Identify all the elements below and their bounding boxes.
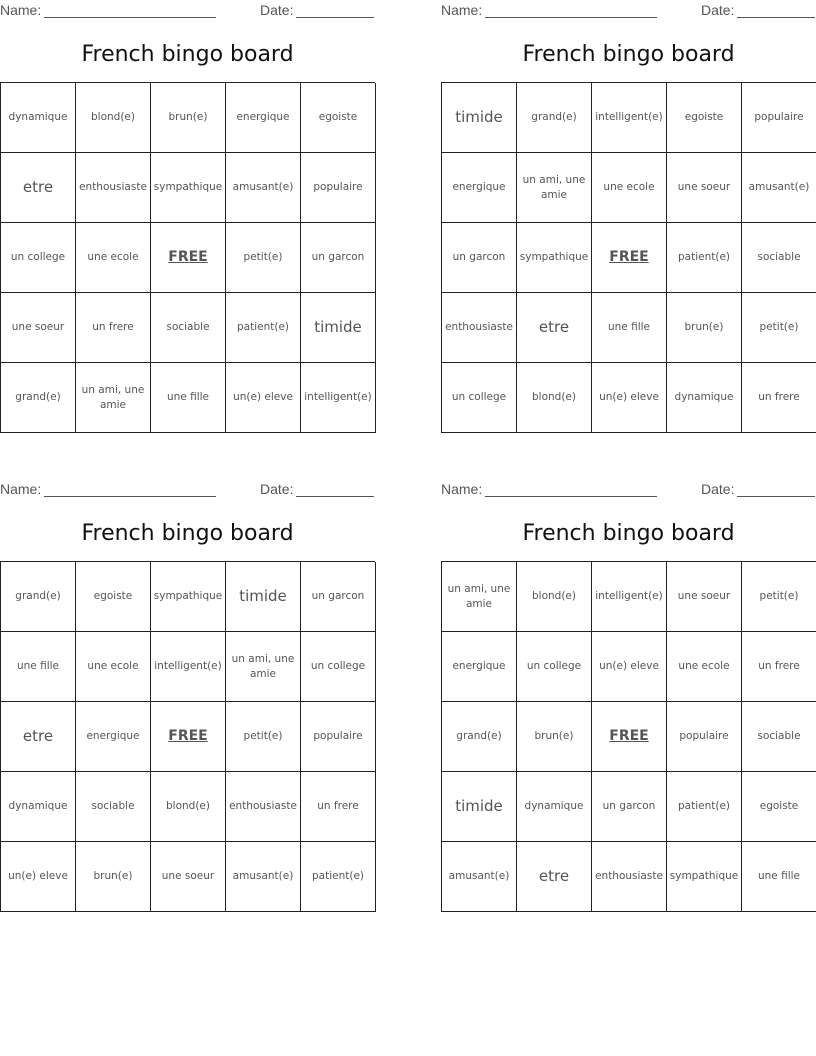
board-title: French bingo board	[81, 42, 294, 67]
bingo-cell[interactable]: un ami, une amie	[442, 562, 517, 632]
bingo-cell[interactable]: dynamique	[1, 772, 76, 842]
bingo-cell[interactable]: energique	[442, 632, 517, 702]
bingo-cell[interactable]: sociable	[151, 293, 226, 363]
date-blank[interactable]	[296, 484, 374, 497]
date-label: Date:	[701, 2, 735, 18]
free-space[interactable]: FREE	[151, 223, 226, 293]
bingo-cell[interactable]: intelligent(e)	[592, 562, 667, 632]
bingo-grid	[441, 561, 816, 912]
bingo-cell[interactable]: brun(e)	[517, 702, 592, 772]
bingo-grid	[441, 82, 816, 433]
date-field[interactable]	[260, 2, 374, 18]
bingo-cell[interactable]: petit(e)	[742, 562, 816, 632]
bingo-cell[interactable]: une fille	[742, 842, 816, 912]
bingo-cell[interactable]: egoiste	[742, 772, 816, 842]
bingo-cell[interactable]: energique	[226, 83, 301, 153]
card-header	[0, 0, 375, 22]
bingo-cell[interactable]: une soeur	[667, 153, 742, 223]
free-space[interactable]: FREE	[592, 702, 667, 772]
bingo-cell[interactable]: populaire	[742, 83, 816, 153]
date-field[interactable]	[260, 481, 374, 497]
bingo-cell[interactable]: une ecole	[76, 632, 151, 702]
bingo-cell[interactable]: energique	[76, 702, 151, 772]
bingo-cell[interactable]: un garcon	[301, 562, 376, 632]
bingo-cell[interactable]: enthousiaste	[226, 772, 301, 842]
bingo-cell[interactable]: enthousiaste	[592, 842, 667, 912]
bingo-cell[interactable]: une ecole	[76, 223, 151, 293]
bingo-card	[441, 0, 816, 433]
bingo-cell[interactable]: amusant(e)	[742, 153, 816, 223]
bingo-cell[interactable]: un college	[1, 223, 76, 293]
bingo-cell[interactable]: un ami, une amie	[517, 153, 592, 223]
bingo-cell[interactable]: timide	[442, 772, 517, 842]
board-title: French bingo board	[522, 42, 735, 67]
bingo-cell[interactable]: patient(e)	[301, 842, 376, 912]
bingo-cell[interactable]: populaire	[301, 153, 376, 223]
bingo-cell[interactable]: petit(e)	[226, 702, 301, 772]
bingo-cell[interactable]: sociable	[76, 772, 151, 842]
bingo-cell[interactable]: une ecole	[667, 632, 742, 702]
name-label: Name:	[0, 481, 42, 497]
bingo-cell[interactable]: egoiste	[301, 83, 376, 153]
bingo-cell[interactable]: timide	[226, 562, 301, 632]
date-label: Date:	[260, 2, 294, 18]
bingo-cell[interactable]: populaire	[667, 702, 742, 772]
bingo-cell[interactable]: brun(e)	[667, 293, 742, 363]
bingo-cell[interactable]: patient(e)	[226, 293, 301, 363]
bingo-cell[interactable]: dynamique	[517, 772, 592, 842]
bingo-cell[interactable]: sociable	[742, 223, 816, 293]
bingo-cell[interactable]: intelligent(e)	[301, 363, 376, 433]
date-field[interactable]	[701, 2, 815, 18]
card-header	[441, 0, 816, 22]
bingo-grid	[0, 82, 375, 433]
card-header	[441, 479, 816, 501]
name-blank[interactable]	[44, 484, 216, 497]
name-blank[interactable]	[44, 5, 216, 18]
bingo-cell[interactable]: grand(e)	[517, 83, 592, 153]
bingo-cell[interactable]: un ami, une amie	[76, 363, 151, 433]
bingo-cell[interactable]: un(e) eleve	[592, 632, 667, 702]
bingo-cell[interactable]: amusant(e)	[442, 842, 517, 912]
bingo-cell[interactable]: etre	[1, 153, 76, 223]
bingo-cell[interactable]: une soeur	[1, 293, 76, 363]
free-space[interactable]: FREE	[592, 223, 667, 293]
bingo-cell[interactable]: un frere	[301, 772, 376, 842]
name-label: Name:	[0, 2, 42, 18]
free-space[interactable]: FREE	[151, 702, 226, 772]
bingo-cell[interactable]: dynamique	[667, 363, 742, 433]
name-blank[interactable]	[485, 484, 657, 497]
bingo-cell[interactable]: un college	[442, 363, 517, 433]
bingo-cell[interactable]: patient(e)	[667, 223, 742, 293]
date-field[interactable]	[701, 481, 815, 497]
bingo-cell[interactable]: etre	[517, 293, 592, 363]
bingo-cell[interactable]: un frere	[76, 293, 151, 363]
bingo-cell[interactable]: un frere	[742, 632, 816, 702]
bingo-cell[interactable]: patient(e)	[667, 772, 742, 842]
bingo-cell[interactable]: un college	[517, 632, 592, 702]
bingo-cell[interactable]: sympathique	[151, 153, 226, 223]
bingo-cell[interactable]: une soeur	[151, 842, 226, 912]
bingo-cell[interactable]: amusant(e)	[226, 153, 301, 223]
bingo-cell[interactable]: blond(e)	[76, 83, 151, 153]
bingo-card	[0, 0, 375, 433]
bingo-cell[interactable]: intelligent(e)	[592, 83, 667, 153]
name-field[interactable]	[441, 481, 657, 497]
name-field[interactable]	[0, 2, 216, 18]
bingo-cell[interactable]: enthousiaste	[442, 293, 517, 363]
bingo-cell[interactable]: grand(e)	[1, 562, 76, 632]
bingo-cell[interactable]: un college	[301, 632, 376, 702]
bingo-cell[interactable]: blond(e)	[151, 772, 226, 842]
date-blank[interactable]	[737, 5, 815, 18]
bingo-cell[interactable]: un(e) eleve	[226, 363, 301, 433]
bingo-cell[interactable]: amusant(e)	[226, 842, 301, 912]
bingo-cell[interactable]: une fille	[1, 632, 76, 702]
bingo-cell[interactable]: sympathique	[667, 842, 742, 912]
name-label: Name:	[441, 481, 483, 497]
bingo-cell[interactable]: petit(e)	[226, 223, 301, 293]
bingo-cell[interactable]: une fille	[592, 293, 667, 363]
bingo-cell[interactable]: un garcon	[442, 223, 517, 293]
bingo-cell[interactable]: sociable	[742, 702, 816, 772]
bingo-cell[interactable]: timide	[442, 83, 517, 153]
name-blank[interactable]	[485, 5, 657, 18]
bingo-cell[interactable]: energique	[442, 153, 517, 223]
bingo-cell[interactable]: egoiste	[667, 83, 742, 153]
bingo-cell[interactable]: un(e) eleve	[592, 363, 667, 433]
bingo-cell[interactable]: grand(e)	[1, 363, 76, 433]
date-label: Date:	[260, 481, 294, 497]
bingo-grid	[0, 561, 375, 912]
date-blank[interactable]	[296, 5, 374, 18]
card-header	[0, 479, 375, 501]
name-label: Name:	[441, 2, 483, 18]
bingo-cell[interactable]: sympathique	[151, 562, 226, 632]
board-title: French bingo board	[81, 521, 294, 546]
bingo-cell[interactable]: etre	[517, 842, 592, 912]
bingo-cell[interactable]: timide	[301, 293, 376, 363]
bingo-card	[441, 479, 816, 912]
bingo-cell[interactable]: sympathique	[517, 223, 592, 293]
bingo-cell[interactable]: egoiste	[76, 562, 151, 632]
bingo-cell[interactable]: une fille	[151, 363, 226, 433]
name-field[interactable]	[0, 481, 216, 497]
bingo-card	[0, 479, 375, 912]
bingo-cell[interactable]: un frere	[742, 363, 816, 433]
bingo-cell[interactable]: populaire	[301, 702, 376, 772]
bingo-cell[interactable]: etre	[1, 702, 76, 772]
bingo-cell[interactable]: brun(e)	[151, 83, 226, 153]
date-label: Date:	[701, 481, 735, 497]
bingo-cell[interactable]: un garcon	[301, 223, 376, 293]
bingo-cell[interactable]: une soeur	[667, 562, 742, 632]
bingo-cell[interactable]: petit(e)	[742, 293, 816, 363]
bingo-cell[interactable]: grand(e)	[442, 702, 517, 772]
bingo-cell[interactable]: enthousiaste	[76, 153, 151, 223]
bingo-cell[interactable]: brun(e)	[76, 842, 151, 912]
bingo-cell[interactable]: intelligent(e)	[151, 632, 226, 702]
bingo-cell[interactable]: un garcon	[592, 772, 667, 842]
bingo-cell[interactable]: dynamique	[1, 83, 76, 153]
bingo-cell[interactable]: blond(e)	[517, 562, 592, 632]
name-field[interactable]	[441, 2, 657, 18]
date-blank[interactable]	[737, 484, 815, 497]
bingo-cell[interactable]: une ecole	[592, 153, 667, 223]
bingo-cell[interactable]: un(e) eleve	[1, 842, 76, 912]
bingo-cell[interactable]: blond(e)	[517, 363, 592, 433]
bingo-cell[interactable]: un ami, une amie	[226, 632, 301, 702]
board-title: French bingo board	[522, 521, 735, 546]
